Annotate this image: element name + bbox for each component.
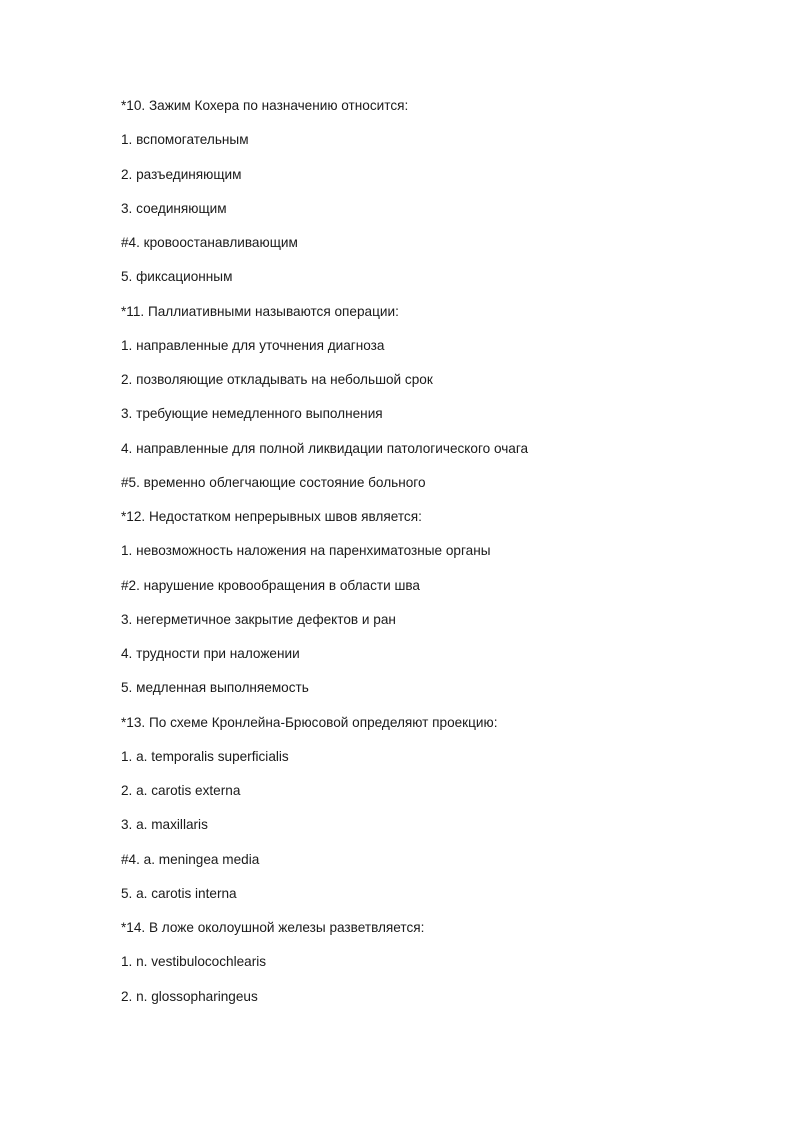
answer-option: 3. негерметичное закрытие дефектов и ран xyxy=(121,611,396,627)
answer-option: 2. разъединяющим xyxy=(121,166,242,182)
question-11-title: *11. Паллиативными называются операции: xyxy=(121,303,399,319)
answer-option: 5. медленная выполняемость xyxy=(121,680,309,696)
answer-option: 1. направленные для уточнения диагноза xyxy=(121,337,385,353)
answer-option: 1. вспомогательным xyxy=(121,132,249,148)
answer-option: 5. фиксационным xyxy=(121,269,233,285)
answer-option: 5. a. carotis interna xyxy=(121,885,237,901)
question-list xyxy=(121,96,761,1021)
answer-option: 2. n. glossopharingeus xyxy=(121,988,258,1004)
answer-option: 4. трудности при наложении xyxy=(121,646,300,661)
answer-option-correct: #4. кровоостанавливающим xyxy=(121,235,298,250)
answer-option: 1. n. vestibulocochlearis xyxy=(121,954,267,970)
answer-option: 1. невозможность наложения на паренхиматозные органы xyxy=(121,543,491,559)
answer-option-correct: #4. a. meningea media xyxy=(121,851,260,867)
question-13-title: *13. По схеме Кронлейна-Брюсовой определяют проекцию: xyxy=(121,714,498,730)
answer-option: 3. a. maxillaris xyxy=(121,817,208,833)
answer-option: 2. a. carotis externa xyxy=(121,783,241,798)
answer-option: 2. позволяющие откладывать на небольшой срок xyxy=(121,372,433,387)
question-12-title: *12. Недостатком непрерывных швов является: xyxy=(121,509,422,524)
answer-option-correct: #5. временно облегчающие состояние больного xyxy=(121,474,426,490)
answer-option: 1. a. temporalis superficialis xyxy=(121,748,289,764)
answer-option: 3. требующие немедленного выполнения xyxy=(121,406,383,422)
question-10-title: *10. Зажим Кохера по назначению относится: xyxy=(121,98,409,113)
answer-option: 4. направленные для полной ликвидации патологического очага xyxy=(121,440,529,456)
question-14-title: *14. В ложе околоушной железы разветвляется: xyxy=(121,920,425,935)
answer-option-correct: #2. нарушение кровообращения в области шва xyxy=(121,577,420,593)
answer-option: 3. соединяющим xyxy=(121,200,227,216)
